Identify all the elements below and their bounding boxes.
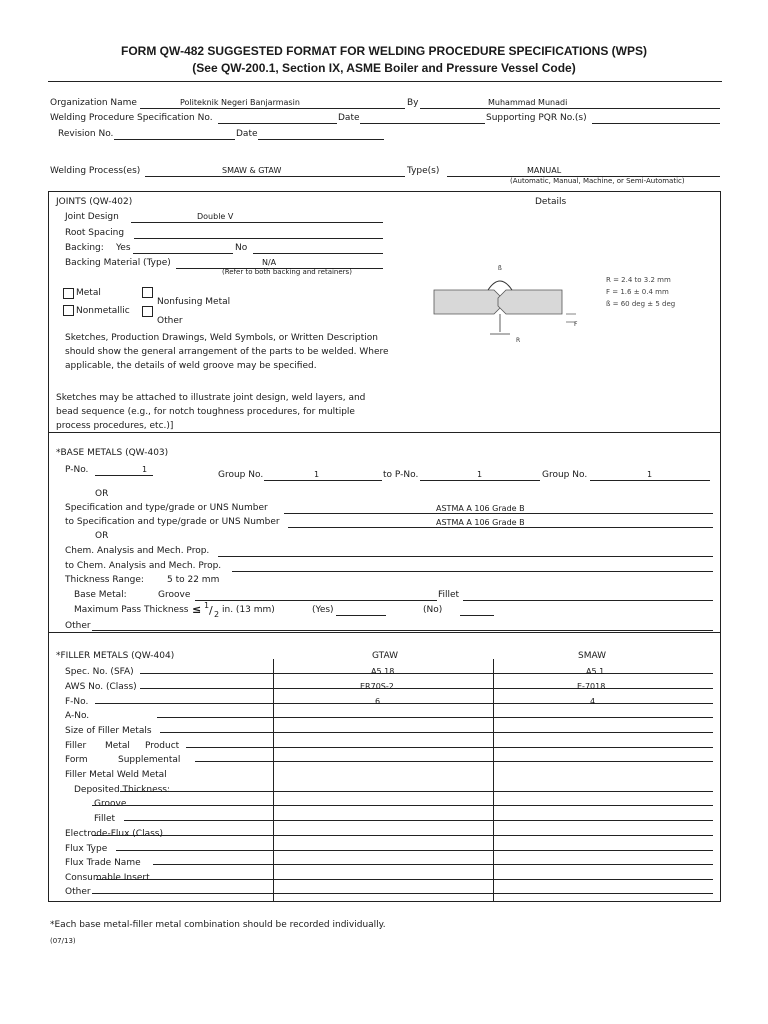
joint-detail-sketch	[428, 258, 688, 344]
group-number-2-label: Group No.	[542, 470, 588, 480]
f-number-smaw-value: 4	[590, 697, 596, 706]
joints-heading: JOINTS (QW-402)	[56, 197, 133, 207]
other-checkbox[interactable]	[142, 306, 153, 317]
flux-trade-name-row-line[interactable]	[153, 864, 713, 865]
filler-column-divider-2	[493, 659, 494, 902]
a-number-label: A-No.	[65, 711, 90, 721]
filler-size-label: Size of Filler Metals	[65, 726, 152, 736]
root-spacing-label: Root Spacing	[65, 228, 125, 238]
aws-class-row-line[interactable]	[140, 688, 713, 689]
aws-class-gtaw-value: ER70S-2	[360, 682, 394, 691]
form-subtitle: (See QW-200.1, Section IX, ASME Boiler and Pressure Vessel Code)	[192, 61, 576, 75]
filler-size-row-line[interactable]	[160, 732, 713, 733]
types-note: (Automatic, Manual, Machine, or Semi-Automatic)	[510, 177, 685, 185]
by-value: Muhammad Munadi	[488, 98, 568, 107]
to-chem-analysis-label: to Chem. Analysis and Mech. Prop.	[65, 561, 222, 571]
product-form-label-1: Filler	[65, 741, 87, 751]
nonfusing-metal-checkbox[interactable]	[142, 287, 153, 298]
root-spacing-field[interactable]	[134, 238, 383, 239]
filler-other-row-line[interactable]	[92, 893, 713, 894]
right-plate	[498, 290, 562, 314]
revision-date-label: Date	[236, 129, 258, 139]
metal-checkbox[interactable]	[63, 288, 74, 299]
date-label: Date	[338, 113, 360, 123]
groove-field[interactable]	[195, 600, 437, 601]
product-form-row-line[interactable]	[186, 747, 713, 748]
details-heading: Details	[535, 197, 567, 207]
max-pass-unit: in. (13 mm)	[222, 605, 275, 615]
or-divider-1: OR	[95, 489, 109, 499]
filler-other-label: Other	[65, 887, 91, 897]
joint-design-value: Double V	[197, 212, 234, 221]
metal-label: Metal	[76, 288, 101, 298]
f-number-label: F-No.	[65, 697, 89, 707]
group-number-value: 1	[314, 470, 320, 479]
by-field[interactable]	[420, 108, 720, 109]
dim-beta-label: ß	[498, 265, 502, 272]
specification-value: ASTMA A 106 Grade B	[436, 504, 525, 513]
backing-no-field[interactable]	[253, 253, 383, 254]
date-field[interactable]	[360, 123, 485, 124]
filler-column-divider-1	[273, 659, 274, 902]
thickness-range-label: Thickness Range:	[65, 575, 144, 585]
backing-note: (Refer to both backing and retainers)	[222, 268, 352, 276]
or-divider-2: OR	[95, 531, 109, 541]
wps-number-field[interactable]	[218, 123, 337, 124]
max-pass-no-field[interactable]	[460, 615, 494, 616]
supplemental-label: Supplemental	[118, 755, 181, 765]
fillet-label: Fillet	[438, 590, 460, 600]
attach-instructions-line-2: bead sequence (e.g., for notch toughness procedures, for multiple	[56, 407, 355, 417]
aws-class-smaw-value: E-7018	[577, 682, 606, 691]
base-other-field[interactable]	[92, 630, 713, 631]
organization-name-value: Politeknik Negeri Banjarmasin	[180, 98, 300, 107]
types-value: MANUAL	[527, 166, 562, 175]
a-number-row-line[interactable]	[157, 717, 713, 718]
deposited-fillet-label: Fillet	[94, 814, 116, 824]
electrode-flux-row-line[interactable]	[92, 835, 713, 836]
flux-trade-name-label: Flux Trade Name	[65, 858, 141, 868]
flux-type-label: Flux Type	[65, 844, 108, 854]
sketch-instructions-line-1: Sketches, Production Drawings, Weld Symbols, or Written Description	[65, 333, 378, 343]
backing-no-label: No	[235, 243, 248, 253]
attach-instructions-line-1: Sketches may be attached to illustrate joint design, weld layers, and	[56, 393, 366, 403]
max-pass-no-label: (No)	[423, 605, 443, 615]
base-metals-heading: *BASE METALS (QW-403)	[56, 448, 169, 458]
organization-name-field[interactable]	[140, 108, 405, 109]
nonmetallic-checkbox[interactable]	[63, 305, 74, 316]
left-plate	[434, 290, 502, 314]
base-other-label: Other	[65, 621, 91, 631]
specification-label: Specification and type/grade or UNS Number	[65, 503, 268, 513]
supplemental-row-line[interactable]	[195, 761, 713, 762]
spec-sfa-label: Spec. No. (SFA)	[65, 667, 134, 677]
dim-r-label: R	[516, 337, 521, 344]
aws-class-label: AWS No. (Class)	[65, 682, 137, 692]
revision-date-field[interactable]	[258, 139, 384, 140]
p-number-label: P-No.	[65, 465, 89, 475]
detail-groove-angle: ß = 60 deg ± 5 deg	[606, 300, 676, 308]
gtaw-column-header: GTAW	[372, 651, 399, 661]
chem-analysis-label: Chem. Analysis and Mech. Prop.	[65, 546, 210, 556]
flux-type-row-line[interactable]	[116, 850, 713, 851]
max-pass-numerator: 1	[204, 601, 210, 610]
groove-label: Groove	[158, 590, 191, 600]
base-metal-label: Base Metal:	[74, 590, 127, 600]
fillet-field[interactable]	[463, 600, 713, 601]
nonmetallic-label: Nonmetallic	[76, 306, 130, 316]
other-label: Other	[157, 316, 183, 326]
backing-yes-field[interactable]	[133, 253, 233, 254]
form-revision-code: (07/13)	[50, 937, 76, 945]
filler-metals-heading: *FILLER METALS (QW-404)	[56, 651, 175, 661]
group-number-field[interactable]	[264, 480, 382, 481]
sketch-instructions-line-2: should show the general arrangement of the parts to be welded. Where	[65, 347, 389, 357]
fraction-slash: /	[209, 604, 213, 617]
chem-analysis-field[interactable]	[218, 556, 713, 557]
product-form-label-2: Metal	[105, 741, 130, 751]
max-pass-yes-label: (Yes)	[312, 605, 334, 615]
welding-process-value: SMAW & GTAW	[222, 166, 282, 175]
smaw-column-header: SMAW	[578, 651, 607, 661]
bevel-angle-arc	[488, 281, 512, 290]
deposited-thickness-row-line[interactable]	[120, 791, 713, 792]
revision-number-label: Revision No.	[58, 129, 114, 139]
backing-yes-label: Yes	[116, 243, 131, 253]
to-specification-label: to Specification and type/grade or UNS Number	[65, 517, 280, 527]
detail-root-face: F = 1.6 ± 0.4 mm	[606, 288, 669, 296]
deposited-groove-row-line[interactable]	[92, 805, 713, 806]
product-form-label-3: Product	[145, 741, 180, 751]
group-number-2-value: 1	[647, 470, 653, 479]
footnote: *Each base metal-filler metal combination should be recorded individually.	[50, 920, 386, 930]
max-pass-denominator: 2	[214, 610, 220, 619]
revision-number-field[interactable]	[114, 139, 235, 140]
joint-design-field[interactable]	[131, 222, 383, 223]
nonfusing-metal-label: Nonfusing Metal	[157, 297, 231, 307]
sketch-instructions-line-3: applicable, the details of weld groove may be specified.	[65, 361, 317, 371]
deposited-fillet-row-line[interactable]	[124, 820, 713, 821]
deposited-thickness-label: Deposited Thickness:	[74, 785, 171, 795]
spec-sfa-gtaw-value: A5.18	[371, 667, 395, 676]
p-number-value: 1	[142, 465, 148, 474]
pqr-number-field[interactable]	[592, 123, 720, 124]
consumable-insert-row-line[interactable]	[96, 879, 713, 880]
welding-process-field[interactable]	[145, 176, 405, 177]
to-p-number-field[interactable]	[420, 480, 540, 481]
electrode-flux-label: Electrode-Flux (Class)	[65, 829, 163, 839]
p-number-field[interactable]	[95, 475, 153, 476]
spec-sfa-smaw-value: A5.1	[586, 667, 605, 676]
max-pass-yes-field[interactable]	[336, 615, 386, 616]
to-p-number-label: to P-No.	[383, 470, 419, 480]
wps-number-label: Welding Procedure Specification No.	[50, 113, 213, 123]
form-label: Form	[65, 755, 88, 765]
types-label: Type(s)	[407, 166, 440, 176]
pqr-number-label: Supporting PQR No.(s)	[486, 113, 587, 123]
attach-instructions-line-3: process procedures, etc.)]	[56, 421, 174, 431]
joint-design-label: Joint Design	[65, 212, 119, 222]
group-number-2-field[interactable]	[590, 480, 710, 481]
consumable-insert-label: Consumable Insert	[65, 873, 150, 883]
dim-f-label: F	[574, 321, 578, 328]
joints-divider	[48, 432, 721, 433]
spec-sfa-row-line[interactable]	[140, 673, 713, 674]
base-metals-divider	[48, 632, 721, 633]
form-title: FORM QW-482 SUGGESTED FORMAT FOR WELDING PROCEDURE SPECIFICATIONS (WPS)	[121, 44, 647, 58]
less-equal-symbol: ≤	[192, 603, 202, 616]
backing-material-label: Backing Material (Type)	[65, 258, 171, 268]
f-number-gtaw-value: 6	[375, 697, 381, 706]
thickness-range-value: 5 to 22 mm	[167, 575, 220, 585]
welding-process-label: Welding Process(es)	[50, 166, 141, 176]
by-label: By	[407, 98, 419, 108]
detail-root-spacing: R = 2.4 to 3.2 mm	[606, 276, 671, 284]
to-specification-value: ASTMA A 106 Grade B	[436, 518, 525, 527]
to-chem-analysis-field[interactable]	[232, 571, 713, 572]
backing-label: Backing:	[65, 243, 104, 253]
organization-name-label: Organization Name	[50, 98, 137, 108]
group-number-label: Group No.	[218, 470, 264, 480]
max-pass-thickness-label: Maximum Pass Thickness	[74, 605, 189, 615]
title-rule	[48, 81, 722, 82]
f-number-row-line[interactable]	[95, 703, 713, 704]
filler-weld-metal-label: Filler Metal Weld Metal	[65, 770, 167, 780]
to-p-number-value: 1	[477, 470, 483, 479]
backing-material-value: N/A	[262, 258, 277, 267]
deposited-groove-label: Groove	[94, 799, 127, 809]
